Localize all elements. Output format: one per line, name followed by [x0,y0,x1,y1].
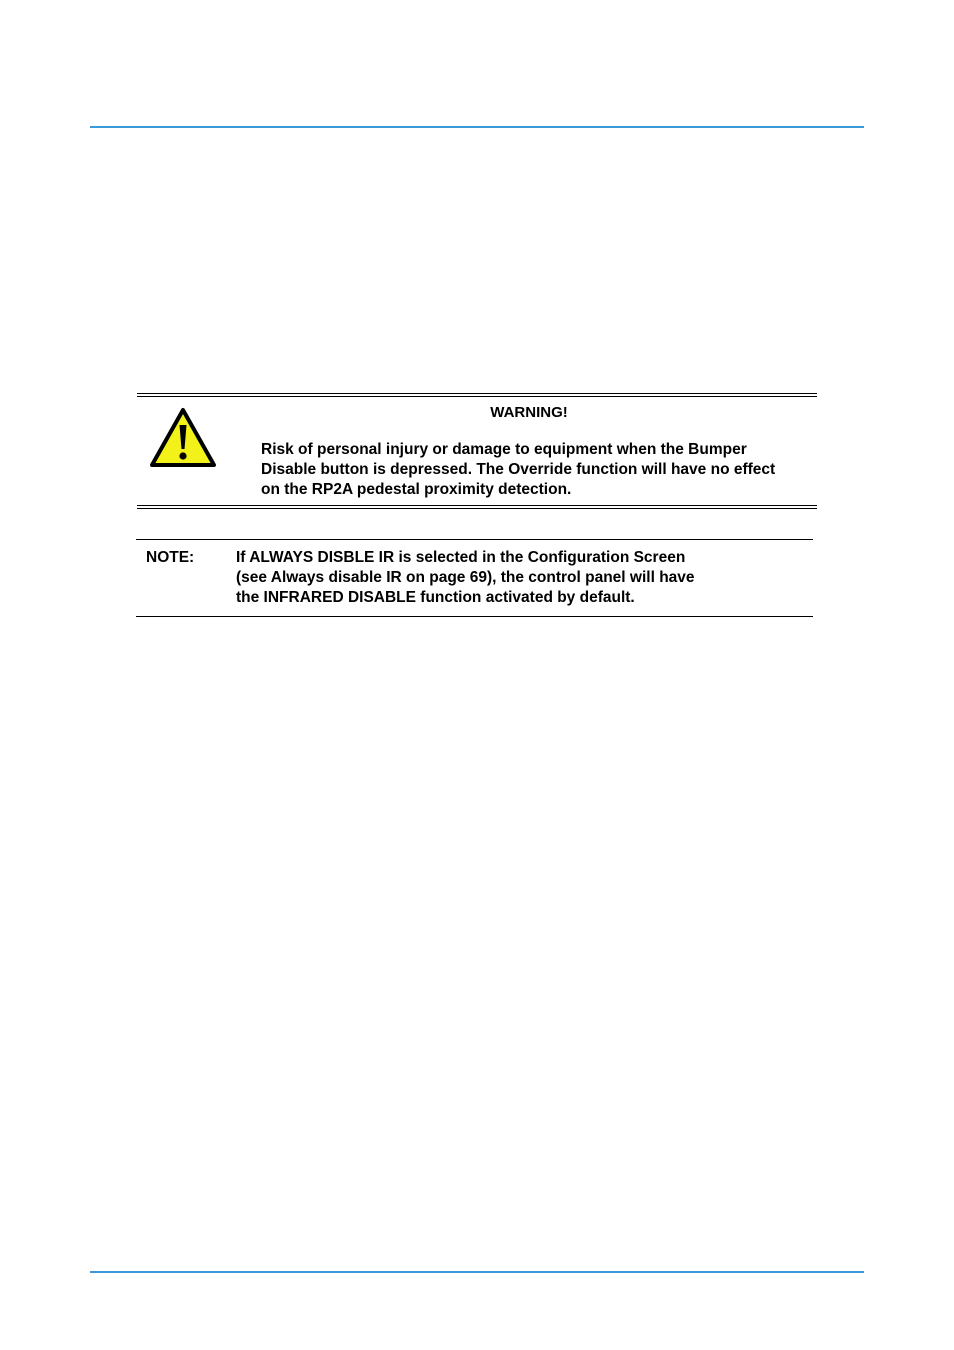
note-label: NOTE: [146,549,195,566]
warning-box [137,393,817,509]
footer-rule [90,1271,864,1273]
warning-bottom-rule [137,505,817,509]
warning-text [261,440,801,500]
warning-text-line: Risk of personal injury or damage to equipment when the Bumper [261,441,747,458]
warning-top-rule [137,393,817,397]
note-box [136,539,813,617]
note-text-line: If ALWAYS DISBLE IR is selected in the Configuration Screen [236,549,686,566]
note-text-line: the INFRARED DISABLE function activated by default. [236,589,635,606]
note-text-line: (see Always disable IR on page 69), the control panel will have [236,569,695,586]
warning-text-line: Disable button is depressed. The Override function will have no effect [261,461,776,478]
warning-triangle-icon [149,407,217,469]
header-rule [90,126,864,128]
warning-text-line: on the RP2A pedestal proximity detection. [261,481,572,498]
warning-title: WARNING! [490,404,568,421]
note-text [236,548,796,608]
